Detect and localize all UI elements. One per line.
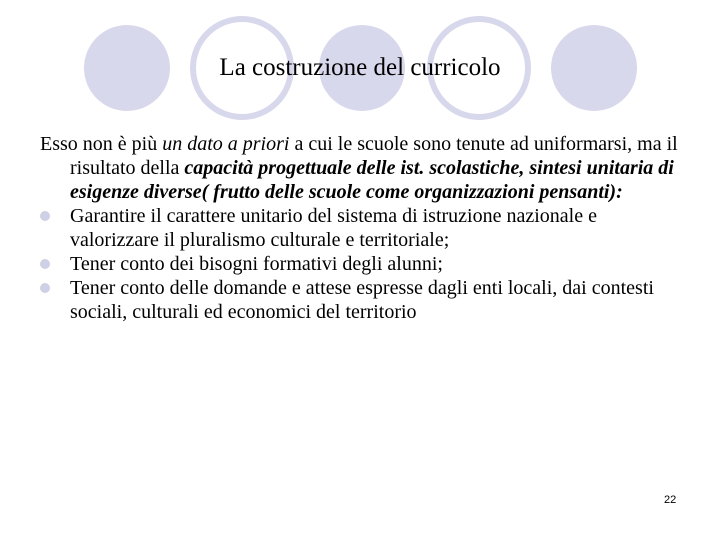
bullet-text: Garantire il carattere unitario del sistema di istruzione nazionale e valorizzare il pluralismo culturale e territoriale;: [70, 205, 597, 251]
slide-body: [40, 132, 680, 324]
intro-paragraph: [40, 132, 680, 204]
bullet-item: [40, 276, 680, 324]
intro-text-1: Esso non è più: [40, 133, 163, 155]
slide-title: La costruzione del curricolo: [219, 54, 501, 81]
bullet-dot-icon: [40, 283, 50, 293]
bullet-text: Tener conto dei bisogni formativi degli alunni;: [70, 253, 443, 275]
bullet-item: [40, 252, 680, 276]
intro-text-emphasis: capacità progettuale delle ist. scolastiche, sintesi unitaria di esigenze diverse( frutto delle scuole come organizzazioni pensanti):: [70, 157, 674, 203]
bullet-dot-icon: [40, 259, 50, 269]
page-number: 22: [664, 494, 677, 506]
bullet-item: [40, 204, 680, 252]
intro-text-italic: un dato a priori: [162, 133, 290, 155]
bullet-text: Tener conto delle domande e attese espresse dagli enti locali, dai contesti sociali, culturali ed economici del territorio: [70, 277, 654, 323]
bullet-dot-icon: [40, 211, 50, 221]
intro-text-2: a cui le scuole sono tenute ad uniformarsi, ma il risultato della: [70, 133, 678, 179]
